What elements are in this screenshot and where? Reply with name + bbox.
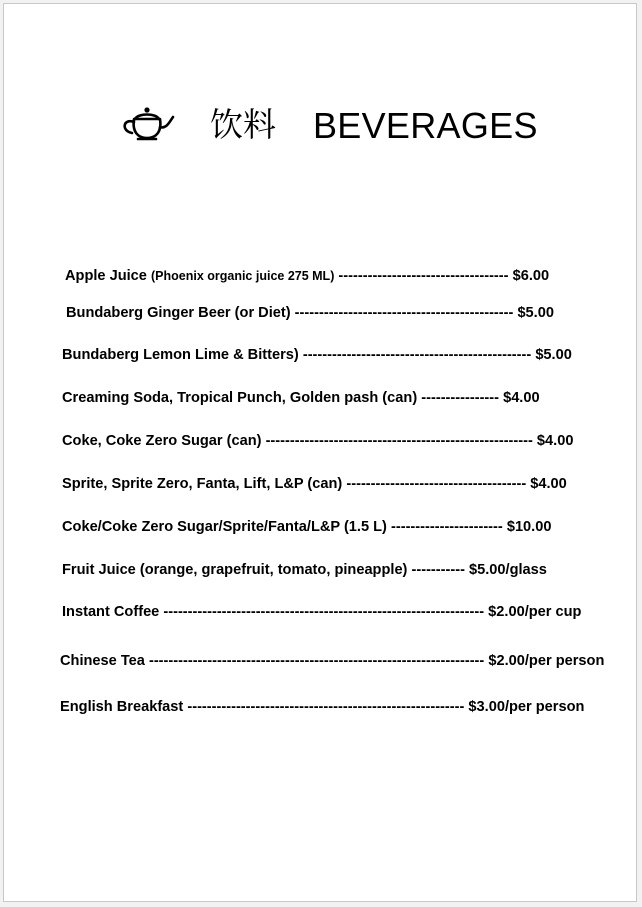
menu-item: [62, 475, 567, 493]
item-price: $3.00/per person: [468, 699, 585, 715]
item-name: Apple Juice: [65, 268, 147, 284]
menu-item: [62, 561, 547, 579]
menu-item: [62, 603, 581, 621]
item-name: Bundaberg Lemon Lime & Bitters): [62, 347, 299, 363]
item-price: $5.00: [535, 347, 572, 363]
dot-leader: -----------------------------------: [338, 268, 509, 284]
dot-leader: -----------------------------------------------: [302, 347, 532, 363]
item-name: English Breakfast: [60, 699, 184, 715]
item-price: $2.00/per cup: [488, 604, 582, 620]
dot-leader: ---------------------------------------------------------: [187, 699, 465, 715]
dot-leader: ------------------------------------------------------------------: [163, 604, 485, 620]
dot-leader: ---------------------------------------------: [294, 305, 514, 321]
menu-item: [60, 698, 584, 716]
dot-leader: -----------: [411, 562, 465, 578]
dot-leader: ----------------: [421, 390, 500, 406]
dot-leader: -------------------------------------: [346, 476, 527, 492]
dot-leader: -------------------------------------------------------: [265, 433, 533, 449]
menu-item: [62, 389, 540, 407]
item-name: Bundaberg Ginger Beer (or Diet): [66, 305, 291, 321]
item-price: $10.00: [506, 519, 552, 535]
item-name: Sprite, Sprite Zero, Fanta, Lift, L&P (can): [62, 476, 343, 492]
item-price: $4.00: [530, 476, 567, 492]
menu-header: [4, 102, 636, 152]
menu-item: [65, 267, 549, 285]
item-price: $5.00/glass: [469, 562, 547, 578]
item-price: $4.00: [536, 433, 574, 449]
menu-item: [66, 304, 554, 322]
menu-item: [60, 652, 604, 670]
item-name: Instant Coffee: [62, 604, 160, 620]
menu-item: [62, 346, 572, 364]
menu-page: [3, 3, 637, 902]
dot-leader: -----------------------: [390, 519, 503, 535]
dot-leader: ---------------------------------------------------------------------: [148, 653, 485, 669]
item-name: Coke/Coke Zero Sugar/Sprite/Fanta/L&P (1.5 L): [62, 519, 387, 535]
item-price: $4.00: [503, 390, 540, 406]
teapot-icon: [118, 104, 176, 142]
title-chinese: 饮料: [210, 105, 276, 144]
item-name: Creaming Soda, Tropical Punch, Golden pash (can): [62, 390, 418, 406]
menu-item: [62, 518, 551, 536]
item-note: (Phoenix organic juice 275 ML): [150, 269, 335, 283]
title-english: BEVERAGES: [313, 105, 538, 146]
item-name: Coke, Coke Zero Sugar (can): [62, 433, 262, 449]
item-name: Fruit Juice (orange, grapefruit, tomato, pineapple): [62, 562, 408, 578]
item-name: Chinese Tea: [60, 653, 145, 669]
item-price: $5.00: [517, 305, 554, 321]
menu-item: [62, 432, 573, 450]
item-price: $6.00: [512, 268, 550, 284]
item-price: $2.00/per person: [488, 653, 605, 669]
